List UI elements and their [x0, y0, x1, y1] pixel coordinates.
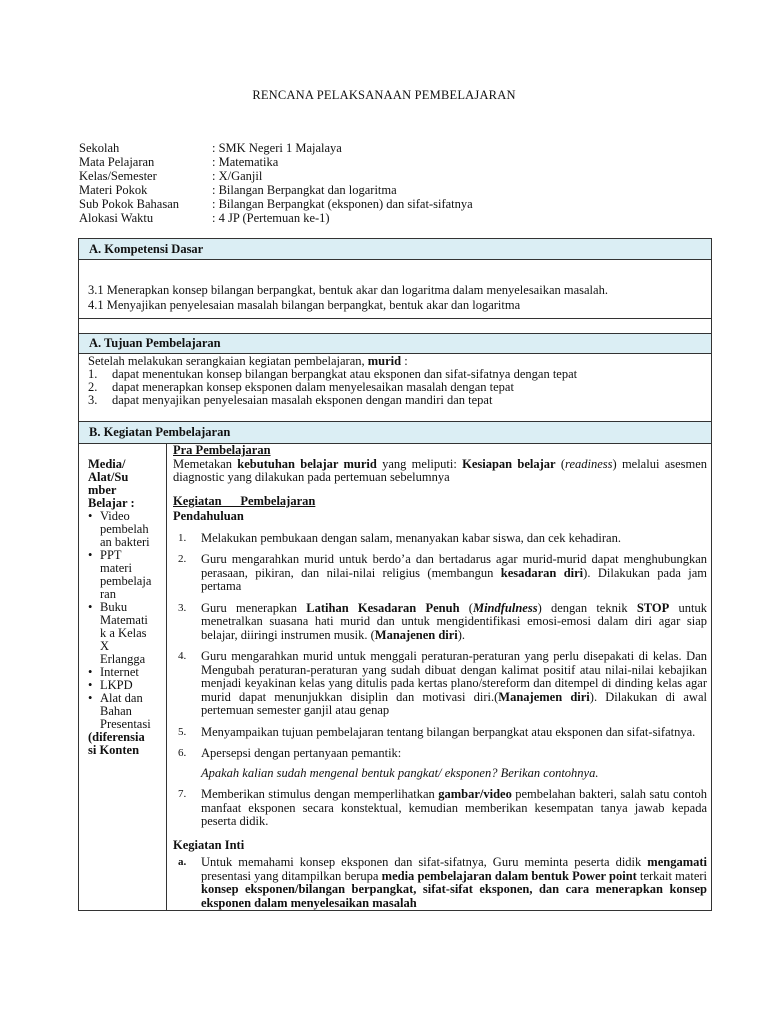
- tujuan-list: [88, 368, 703, 407]
- media-column: Media/ Alat/Su mber Belajar : • Video pembelah an bakteri • PPT materi pembelaja ran • Buku Matemati k a Kelas X Erlangga • Internet • LKPD • Alat dan Bahan Presentasi (diferensia si Konten: [79, 444, 167, 910]
- pendahuluan-step: [173, 747, 707, 780]
- tujuan-number: 2.: [88, 380, 98, 394]
- step-number: 1.: [178, 531, 187, 544]
- pendahuluan-step: [173, 532, 707, 546]
- meta-key: Sub Pokok Bahasan: [79, 197, 179, 211]
- media-list: [88, 510, 166, 731]
- bullet-icon: •: [88, 509, 93, 523]
- kegiatan-subheading: Kegiatan Pembelajaran: [173, 493, 316, 508]
- tujuan-text: dapat menyajikan penyelesaian masalah eksponen dengan mandiri dan tepat: [112, 393, 493, 407]
- step-number: 2.: [178, 553, 187, 565]
- pendahuluan-step: [173, 726, 707, 740]
- tujuan-text: dapat menerapkan konsep eksponen dalam menyelesaikan masalah dengan tepat: [112, 380, 514, 394]
- tujuan-heading: A. Tujuan Pembelajaran: [79, 333, 711, 354]
- meta-row: [79, 183, 473, 197]
- step-number: 6.: [178, 747, 187, 759]
- kompetensi-content: [79, 260, 711, 319]
- step-text: Memberikan stimulus dengan memperlihatkan gambar/video pembelahan bakteri, salah satu contoh manfaat eksponen secara konstektual, kemudian memberikan kesempatan tanya jawab kepada peserta didik.: [201, 787, 707, 828]
- kd-item: 3.1 Menerapkan konsep bilangan berpangkat, bentuk akar dan logaritma dalam menyelesaikan masalah.: [88, 283, 608, 297]
- pendahuluan-step: [173, 650, 707, 718]
- media-item-text: Internet: [100, 665, 139, 679]
- media-item-text: PPT materi pembelaja ran: [100, 548, 152, 601]
- step-number: 4.: [178, 650, 187, 662]
- tujuan-intro: Setelah melakukan serangkaian kegiatan pembelajaran, murid :: [88, 354, 408, 368]
- meta-key: Materi Pokok: [79, 183, 148, 197]
- media-item-text: Alat dan Bahan Presentasi: [100, 691, 151, 731]
- meta-row: [79, 141, 473, 155]
- tujuan-item: [88, 394, 703, 407]
- meta-row: [79, 211, 473, 225]
- meta-value: : Matematika: [212, 155, 279, 169]
- step-number: 5.: [178, 725, 187, 738]
- tujuan-text: dapat menentukan konsep bilangan berpangkat atau eksponen dan sifat-sifatnya dengan tepat: [112, 367, 578, 381]
- media-item: [88, 692, 166, 731]
- pendahuluan-heading: Pendahuluan: [173, 509, 244, 523]
- kegiatan-body: [79, 444, 711, 910]
- meta-value: : Bilangan Berpangkat dan logaritma: [212, 183, 397, 197]
- bullet-icon: •: [88, 691, 93, 705]
- pra-text: Memetakan kebutuhan belajar murid yang meliputi: Kesiapan belajar (readiness) melalui asesmen diagnostic yang dilakukan pada pertemuan sebelumnya: [173, 456, 708, 484]
- bullet-icon: •: [88, 548, 93, 562]
- meta-value: : X/Ganjil: [212, 169, 263, 183]
- step-number: 3.: [178, 601, 187, 614]
- meta-row: [79, 169, 473, 183]
- media-item: [88, 549, 166, 601]
- pendahuluan-step: [173, 788, 707, 829]
- step-text: Untuk memahami konsep eksponen dan sifat-sifatnya, Guru meminta peserta didik mengamati presentasi yang ditampilkan berupa media pembelajaran dalam bentuk Power point terkait materi konsep eksponen/bilangan berpangkat, sifat-sifat eksponen, dan cara menerapkan konsep eksponen dalam menyelesaikan masalah: [201, 855, 708, 910]
- step-text: Apersepsi dengan pertanyaan pemantik: Apakah kalian sudah mengenal bentuk pangkat/ eksponen? Berikan contohnya.: [201, 747, 707, 780]
- kompetensi-heading: A. Kompetensi Dasar: [79, 239, 711, 260]
- bullet-icon: •: [88, 678, 93, 692]
- meta-key: Sekolah: [79, 141, 120, 155]
- media-item-text: Video pembelah an bakteri: [100, 509, 150, 549]
- step-number: a.: [178, 856, 187, 868]
- kd-item: 4.1 Menyajikan penyelesaian masalah bilangan berpangkat, bentuk akar dan logaritma: [88, 298, 521, 312]
- pemantik-question: Apakah kalian sudah mengenal bentuk pangkat/ eksponen? Berikan contohnya.: [201, 765, 599, 780]
- meta-value: : Bilangan Berpangkat (eksponen) dan sifat-sifatnya: [212, 197, 473, 211]
- tujuan-content: [79, 354, 711, 422]
- kegiatan-heading: B. Kegiatan Pembelajaran: [79, 422, 711, 444]
- step-text: Guru mengarahkan murid untuk berdo’a dan bertadarus agar murid-murid dapat menghubungkan perasaan, pikiran, dan nilai-nilai religius (membangun kesadaran diri). Dilakukan pada jam pertama: [201, 552, 708, 593]
- inti-step: [173, 856, 707, 910]
- meta-value: : 4 JP (Pertemuan ke-1): [212, 211, 330, 225]
- meta-key: Kelas/Semester: [79, 169, 157, 183]
- pendahuluan-step: [173, 553, 707, 594]
- inti-heading: Kegiatan Inti: [173, 837, 245, 852]
- meta-row: [79, 155, 473, 169]
- media-item-text: Buku Matemati k a Kelas X Erlangga: [100, 600, 148, 666]
- meta-row: [79, 197, 473, 211]
- bullet-icon: •: [88, 665, 93, 679]
- document-title: RENCANA PELAKSANAAN PEMBELAJARAN: [252, 88, 516, 102]
- identity-block: [79, 141, 473, 225]
- meta-key: Alokasi Waktu: [79, 211, 154, 225]
- tujuan-number: 3.: [88, 393, 98, 407]
- meta-key: Mata Pelajaran: [79, 155, 155, 169]
- media-item-text: LKPD: [100, 678, 133, 692]
- step-text: Guru mengarahkan murid untuk menggali peraturan-peraturan yang perlu disepakati di kelas. Dan Mengubah peraturan-peraturan yang sudah dibuat dengan kalimat positif atau nilai-nilai kebajikan menjadi keyakinan kelas yang ditulis pada kertas plano/stereform dan ditempel di dinding kelas agar murid dapat menunjukkan disiplin dan motivasi diri.(Manajemen diri). Dilakukan di awal pertemuan semester ganjil atau genap: [201, 649, 707, 717]
- bullet-icon: •: [88, 600, 93, 614]
- rpp-table: [78, 238, 712, 911]
- step-text: Menyampaikan tujuan pembelajaran tentang bilangan berpangkat atau eksponen dan sifat-sifatnya.: [201, 724, 696, 739]
- meta-value: : SMK Negeri 1 Majalaya: [212, 141, 342, 155]
- step-text: Guru menerapkan Latihan Kesadaran Penuh (Mindfulness) dengan teknik STOP untuk menetralkan suasana hati murid dan untuk mengidentifikasi emosi-emosi dalam diri agar siap belajar, diiringi instrumen musik. (Manajenen diri).: [201, 600, 707, 642]
- media-item: [88, 510, 166, 549]
- step-text: Melakukan pembukaan dengan salam, menanyakan kabar siswa, dan cek kehadiran.: [201, 530, 621, 545]
- media-item: [88, 601, 166, 666]
- step-number: 7.: [178, 788, 187, 800]
- pendahuluan-steps: [173, 532, 707, 829]
- inti-steps: [173, 856, 707, 910]
- tujuan-number: 1.: [88, 367, 98, 381]
- pendahuluan-step: [173, 602, 707, 643]
- pra-heading: Pra Pembelajaran: [173, 443, 271, 457]
- activity-column: [167, 444, 711, 910]
